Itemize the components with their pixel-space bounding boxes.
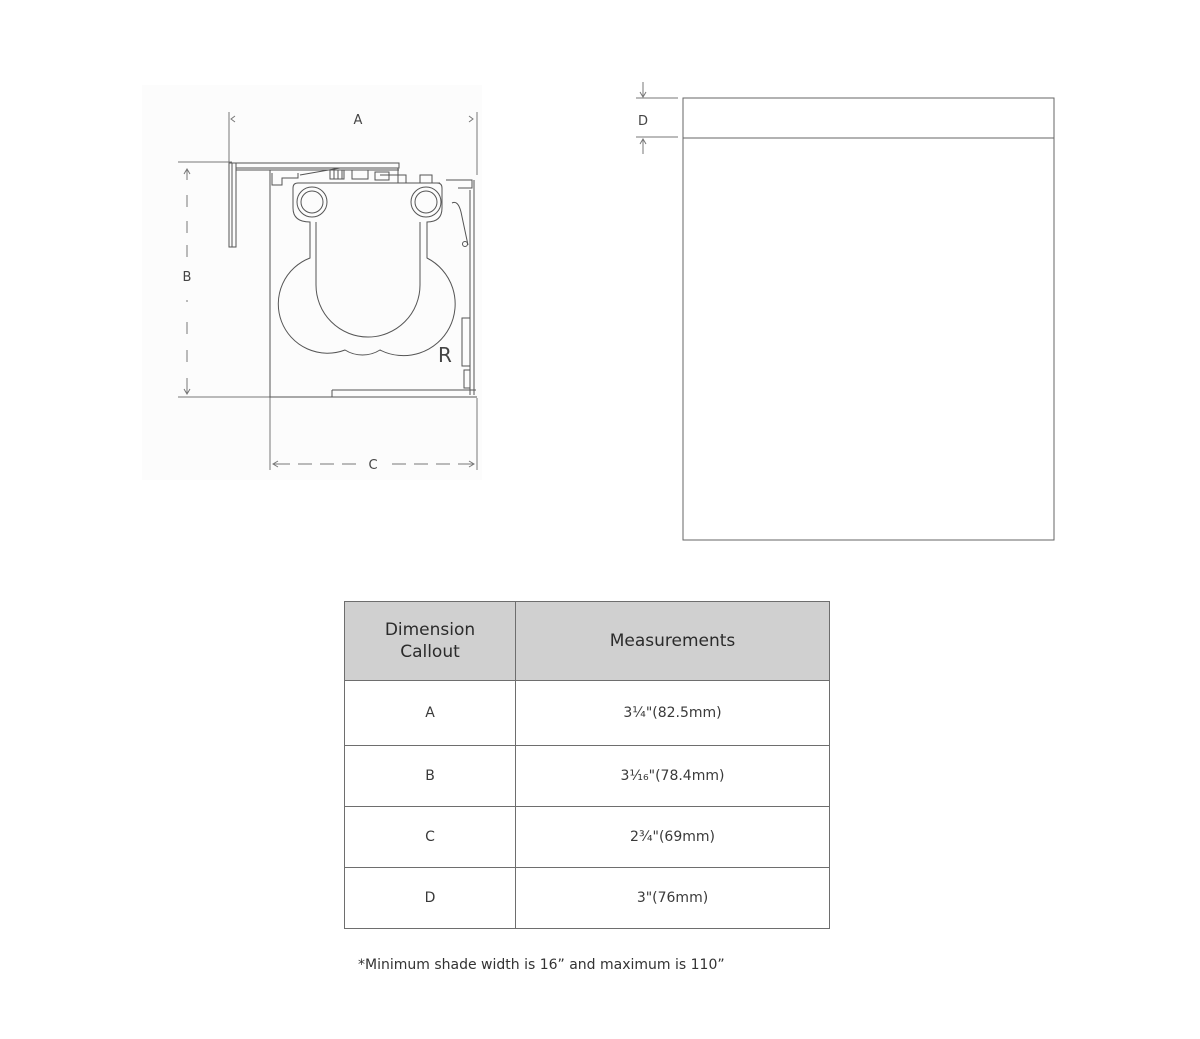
measurement-cell: 3¼"(82.5mm) [516,681,830,746]
valance-cassette [683,98,1054,138]
callout-cell: C [345,807,516,868]
shade-fabric-panel [683,138,1054,540]
measurement-cell: 3¹⁄₁₆"(78.4mm) [516,746,830,807]
label-a: A [353,113,363,128]
callout-cell: D [345,868,516,929]
header-callout-line1: Dimension [384,620,476,640]
callout-cell: A [345,681,516,746]
table-row [345,807,830,868]
table-row [345,868,830,929]
callout-cell: B [345,746,516,807]
table-row [345,746,830,807]
footnote-shade-width: *Minimum shade width is 16” and maximum is 110” [358,957,725,973]
measurement-cell: 2¾"(69mm) [516,807,830,868]
drawing-backdrop [142,85,482,480]
side-section-svg [140,82,500,482]
label-d: D [637,114,649,129]
side-section-drawing [140,82,500,482]
label-r: R [438,343,452,367]
label-b: B [182,270,192,285]
table-row [345,681,830,746]
measurement-cell: 3"(76mm) [516,868,830,929]
dimension-table [344,601,830,929]
table-header-row [345,602,830,681]
header-measurements: Measurements [516,602,830,681]
front-view-svg [620,70,1070,550]
front-view-drawing [620,70,1070,550]
header-callout-line2: Callout [400,642,460,662]
header-dimension-callout [345,602,516,681]
label-c: C [368,458,378,473]
